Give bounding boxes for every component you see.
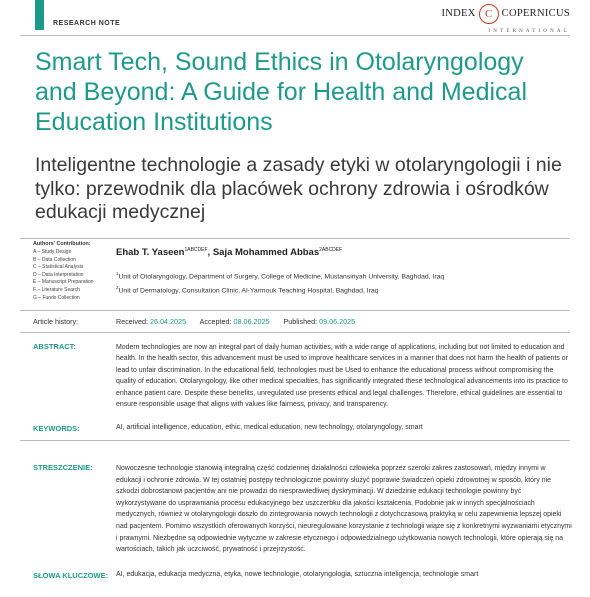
- contribution-item: E – Manuscript Preparation: [33, 279, 94, 286]
- contribution-item: C – Statistical Analysis: [33, 264, 84, 271]
- history-divider: [20, 332, 570, 333]
- affiliation-text: Unit of Dermatology, Consultation Clinic, Al-Yarmouk Teaching Hospital, Baghdad, Iraq: [118, 287, 379, 295]
- contribution-item: D – Data Interpretation: [33, 271, 84, 278]
- accepted-label: Accepted:: [199, 317, 232, 326]
- history-label: Article history:: [33, 317, 79, 326]
- contribution-item: B – Data Collection: [33, 256, 76, 263]
- accepted-date: 08.06.2025: [233, 317, 270, 326]
- copernicus-seal-icon: C: [479, 4, 499, 24]
- affiliation-text: Unit of Otolaryngology, Department of Surgery, College of Medicine, Mustansiriyah University, Baghdad, Iraq: [118, 273, 445, 281]
- affiliations: [116, 269, 444, 297]
- logo-text-right: COPERNICUS: [501, 7, 570, 19]
- article-type-label: RESEARCH NOTE: [53, 20, 121, 27]
- affiliation-item: [116, 269, 444, 283]
- contribution-item: A – Study Design: [33, 249, 72, 255]
- article-history: [116, 317, 355, 326]
- streszczenie-label: STRESZCZENIE:: [33, 463, 93, 472]
- author-name: Saja Mohammed Abbas: [212, 247, 320, 259]
- streszczenie-text: Nowoczesne technologie stanowią integralną część codziennej działalności człowieka poprzez szeroki zakres zastosowań, między innymi w edukacji i ochronie zdrowia. W tej ostatniej postępy technologiczne powinny służyć poprawie świadczeń opieki zdrowotnej w sposób, który nie szkodzi dobrostanowi pacjentów ani nie prowadzi do niesprawiedliwej dyskryminacji. W dziedzinie edukacji technologie powinny być wykorzystywane do usprawniania procesu edukacyjnego bez uszczerbku dla jakości kształcenia. Podobnie jak w innych specjalnościach medycznych, również w otolaryngologii doszło do zintegrowania nowych technologii z dotychczasową praktyką w celu zapewnienia lepszej opieki nad pacjentem. Pomimo wszystkich oferowanych korzyści, nieuregulowane korzystanie z technologii wiąże się z konkretnymi wyzwaniami etycznymi i prawnymi. Niezbędne są odpowiednie wytyczne w zakresie etycznego i odpowiedzialnego użytkowania nowych technologii, które opierają się na wartościach, takich jak uczciwość, prywatność i przejrzystość.: [116, 465, 572, 554]
- logo-text-left: INDEX: [441, 7, 476, 19]
- author-contribution-codes: 1ABCDEF: [184, 247, 208, 253]
- contribution-item: F – Literature Search: [33, 286, 80, 293]
- keywords-divider: [20, 440, 570, 441]
- logo-subtitle: INTERNATIONAL: [488, 29, 570, 34]
- slowa-kluczowe-text: AI, edukacja, edukacja medyczna, etyka, nowe technologie, otolaryngologia, sztuczna inteligencja, technologie smart: [116, 571, 479, 578]
- title-divider: [20, 238, 570, 239]
- keywords-label: KEYWORDS:: [33, 424, 80, 433]
- header-accent-bar: [35, 0, 44, 30]
- affiliation-number: 1: [116, 271, 119, 276]
- contribution-item: G – Funds Collection: [33, 294, 80, 301]
- authors-divider: [20, 310, 570, 311]
- contribution-heading: Authors' Contribution:: [33, 241, 91, 247]
- contribution-list: [33, 249, 94, 302]
- received-date: 26.04.2025: [149, 317, 186, 326]
- author-name: Ehab T. Yaseen: [116, 247, 185, 259]
- slowa-kluczowe-label: SŁOWA KLUCZOWE:: [33, 571, 109, 580]
- header-divider: [20, 35, 570, 36]
- title-english: Smart Tech, Sound Ethics in Otolaryngology and Beyond: A Guide for Health and Medical Education Institutions: [35, 48, 527, 136]
- abstract-text: Modern technologies are now an integral part of daily human activities, with a wide range of applications, including but not limited to education and health. In the health sector, this advancement must be used to improve healthcare services in a manner that does not harm the health of patients or lead to unfair discrimination. In the educational field, technologies must be Used to enhance the educational process without compromising the quality of education. Otolaryngology, like other medical specialties, has significantly integrated these technological advancements into its practice to enhance patient care. Despite these benefits, unregulated use presents ethical and legal challenges. Therefore, ethical guidelines are essential to ensure responsible usage that aligns with values like fairness, privacy, and transparency.: [116, 344, 568, 409]
- received-label: Received:: [116, 317, 148, 326]
- author-contribution-codes: 2ABCDEF: [319, 247, 343, 253]
- published-label: Published:: [283, 317, 318, 326]
- affiliation-item: [116, 283, 444, 297]
- index-copernicus-logo: [441, 4, 570, 34]
- abstract-label: ABSTRACT:: [33, 342, 76, 351]
- author-separator: ,: [207, 247, 213, 259]
- published-date: 09.06.2025: [319, 317, 356, 326]
- keywords-text: AI, artificial intelligence, education, ethic, medical education, new technology, otolaryngology, smart: [116, 424, 423, 431]
- affiliation-number: 2: [116, 284, 119, 290]
- author-list: [116, 247, 342, 258]
- title-polish: Inteligentne technologie a zasady etyki w otolaryngologii i nie tylko: przewodnik dla placówek ochrony zdrowia i ośrodków edukacji medycznej: [35, 154, 562, 223]
